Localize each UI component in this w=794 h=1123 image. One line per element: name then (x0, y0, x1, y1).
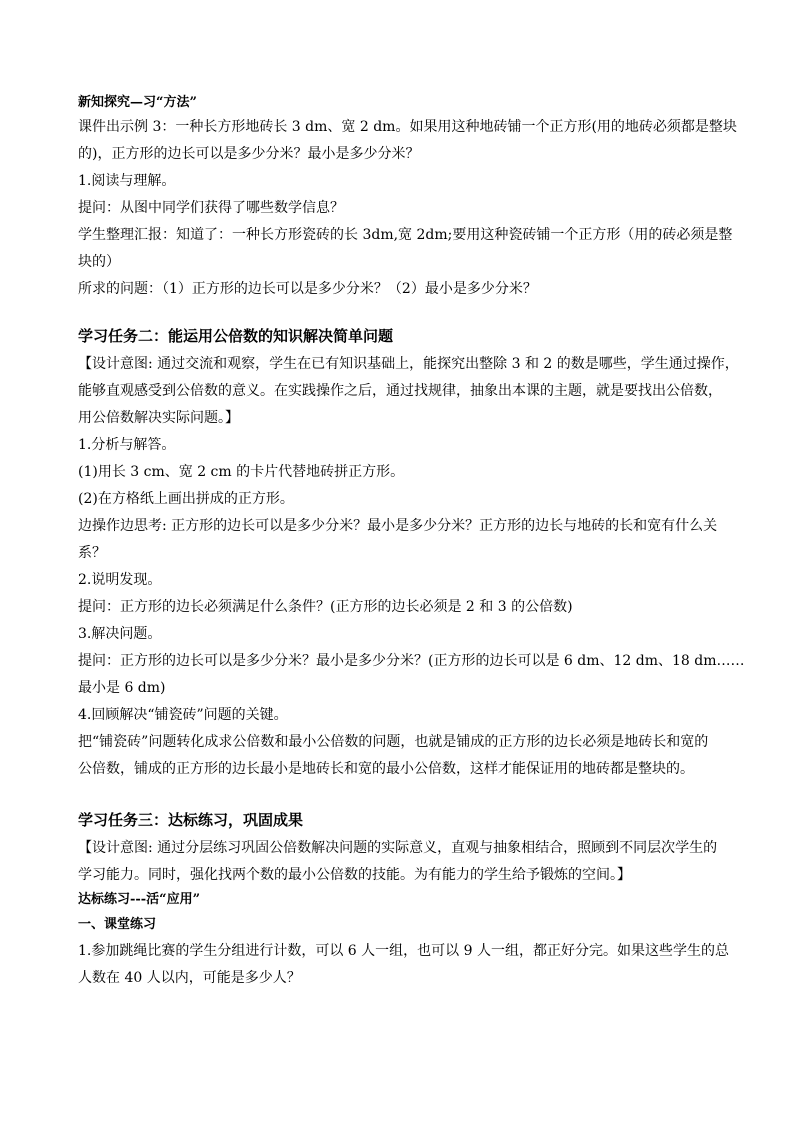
section-title: 新知探究—习“方法” (78, 95, 197, 110)
task2-step2-question: 提问：正方形的边长必须满足什么条件？(正方形的边长必须是 2 和 3 的公倍数) (78, 599, 573, 615)
task2-step1: 1.分析与解答。 (78, 437, 176, 453)
task2-intent-line-1: 【设计意图: 通过交流和观察，学生在已有知识基础上，能探究出整除 3 和 2 的数是哪些，学生通过操作， (78, 356, 739, 372)
question-text: 提问：从图中同学们获得了哪些数学信息？ (78, 200, 344, 216)
task2-think-line-2: 系？ (78, 545, 106, 561)
example-text-line-1: 课件出示例 3：一种长方形地砖长 3 dm、宽 2 dm。如果用这种地砖铺一个正方形(用的地砖必须都是整块 (78, 119, 737, 135)
document-page (78, 90, 745, 992)
task3-q1-line-1: 1.参加跳绳比赛的学生分组进行计数，可以 6 人一组，也可以 9 人一组，都正好分完。如果这些学生的总 (78, 943, 729, 959)
task3-subtitle: 达标练习---活“应用” (78, 892, 201, 907)
task2-heading: 学习任务二：能运用公倍数的知识解决简单问题 (78, 327, 394, 345)
task2-step4: 4.回顾解决“铺瓷砖”问题的关键。 (78, 707, 288, 723)
task2-step1b: (2)在方格纸上画出拼成的正方形。 (78, 491, 294, 507)
task2-think-line-1: 边操作边思考: 正方形的边长可以是多少分米？最小是多少分米？正方形的边长与地砖的长和宽有什么关 (78, 518, 718, 534)
student-summary-line-1: 学生整理汇报：知道了：一种长方形瓷砖的长 3dm,宽 2dm;要用这种瓷砖铺一个正方形（用的砖必须是整 (78, 227, 733, 243)
task2-intent-line-3: 用公倍数解决实际问题。】 (78, 410, 239, 426)
task3-q1-line-2: 人数在 40 人以内，可能是多少人？ (78, 970, 301, 986)
task3-part1: 一、课堂练习 (78, 917, 157, 932)
task2-step3-question-line-2: 最小是 6 dm) (78, 680, 166, 696)
spacer (78, 783, 728, 805)
task2-intent-line-2: 能够直观感受到公倍数的意义。在实践操作之后，通过找规律，抽象出本课的主题，就是要找出公倍数， (78, 383, 722, 399)
task3-intent-line-1: 【设计意图: 通过分层练习巩固公倍数解决问题的实际意义，直观与抽象相结合，照顾到不同层次学生的 (78, 840, 718, 856)
asked-questions: 所求的问题：（1）正方形的边长可以是多少分米？（2）最小是多少分米？ (78, 281, 537, 297)
task2-step3-question-line-1: 提问：正方形的边长可以是多少分米？最小是多少分米？(正方形的边长可以是 6 dm、12 dm、18 dm…… (78, 653, 745, 669)
spacer (78, 303, 728, 321)
task3-heading: 学习任务三：达标练习，巩固成果 (78, 811, 304, 829)
task2-step1a: (1)用长 3 cm、宽 2 cm 的卡片代替地砖拼正方形。 (78, 464, 405, 480)
task2-key-line-1: 把“铺瓷砖”问题转化成求公倍数和最小公倍数的问题，也就是铺成的正方形的边长必须是地砖长和宽的 (78, 734, 709, 750)
example-text-line-2: 的)，正方形的边长可以是多少分米？最小是多少分米？ (78, 146, 420, 162)
task2-step3: 3.解决问题。 (78, 626, 162, 642)
task2-step2: 2.说明发现。 (78, 572, 162, 588)
task2-key-line-2: 公倍数，铺成的正方形的边长最小是地砖长和宽的最小公倍数，这样才能保证用的地砖都是整块的。 (78, 761, 694, 777)
student-summary-line-2: 块的） (78, 254, 120, 270)
task3-intent-line-2: 学习能力。同时，强化找两个数的最小公倍数的技能。为有能力的学生给予锻炼的空间。】 (78, 867, 631, 883)
step-read-understand: 1.阅读与理解。 (78, 173, 176, 189)
